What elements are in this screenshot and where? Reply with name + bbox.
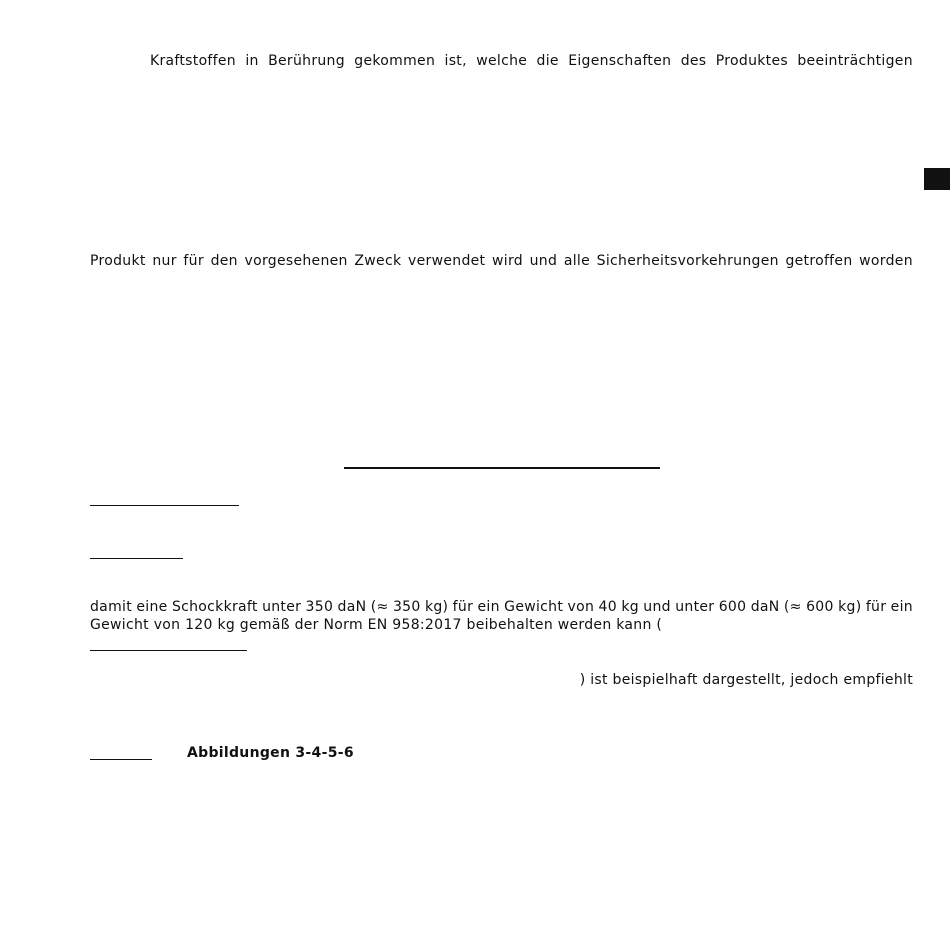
word: ein (477, 599, 500, 615)
word: (≈ (783, 599, 802, 615)
word: welche (476, 53, 528, 69)
word: wird (492, 253, 523, 269)
word: 350 (392, 599, 421, 615)
word: für (452, 599, 474, 615)
word: den (210, 253, 238, 269)
word: verwendet (408, 253, 486, 269)
word: 600 (806, 599, 834, 615)
text-line-2 (90, 252, 913, 270)
page-tab-marker (924, 168, 950, 190)
word: unter (675, 599, 715, 615)
word: Sicherheitsvorkehrungen (596, 253, 779, 269)
word: eine (136, 599, 168, 615)
word: Zweck (354, 253, 402, 269)
word: und (529, 253, 558, 269)
word: Produktes (715, 53, 788, 69)
word: kg) (838, 599, 862, 615)
word: vorgesehenen (244, 253, 348, 269)
subheading-underline-1 (90, 505, 239, 506)
word: Schockkraft (171, 599, 258, 615)
word: getroffen (785, 253, 853, 269)
word: für (865, 599, 887, 615)
word: damit (90, 599, 132, 615)
text-line-5: ) ist beispielhaft dargestellt, jedoch empfiehlt (579, 672, 913, 688)
word: alle (563, 253, 590, 269)
subheading-underline-4 (90, 759, 152, 760)
word: ein (890, 599, 913, 615)
word: in (245, 53, 259, 69)
word: daN (337, 599, 367, 615)
text-line-1 (150, 52, 913, 70)
text-line-4: Gewicht von 120 kg gemäß der Norm EN 958:2017 beibehalten werden kann ( (90, 617, 663, 633)
word: unter (262, 599, 302, 615)
word: ist, (444, 53, 467, 69)
figure-reference: Abbildungen 3-4-5-6 (187, 745, 354, 761)
word: kg) (424, 599, 449, 615)
word: Eigenschaften (568, 53, 672, 69)
heading-underline (344, 467, 660, 469)
word: Berührung (268, 53, 345, 69)
text-line-3 (90, 598, 913, 616)
word: nur (152, 253, 177, 269)
word: (≈ (370, 599, 389, 615)
word: von (567, 599, 595, 615)
word: daN (750, 599, 780, 615)
word: beeinträchtigen (797, 53, 913, 69)
word: des (680, 53, 707, 69)
word: die (536, 53, 559, 69)
word: gekommen (354, 53, 436, 69)
subheading-underline-3 (90, 650, 247, 651)
word: Gewicht (504, 599, 564, 615)
word: für (183, 253, 204, 269)
word: und (643, 599, 671, 615)
word: worden (859, 253, 913, 269)
word: 350 (305, 599, 334, 615)
word: kg (621, 599, 639, 615)
word: Produkt (90, 253, 146, 269)
word: 40 (598, 599, 617, 615)
word: Kraftstoffen (150, 53, 236, 69)
subheading-underline-2 (90, 558, 183, 559)
word: 600 (718, 599, 747, 615)
